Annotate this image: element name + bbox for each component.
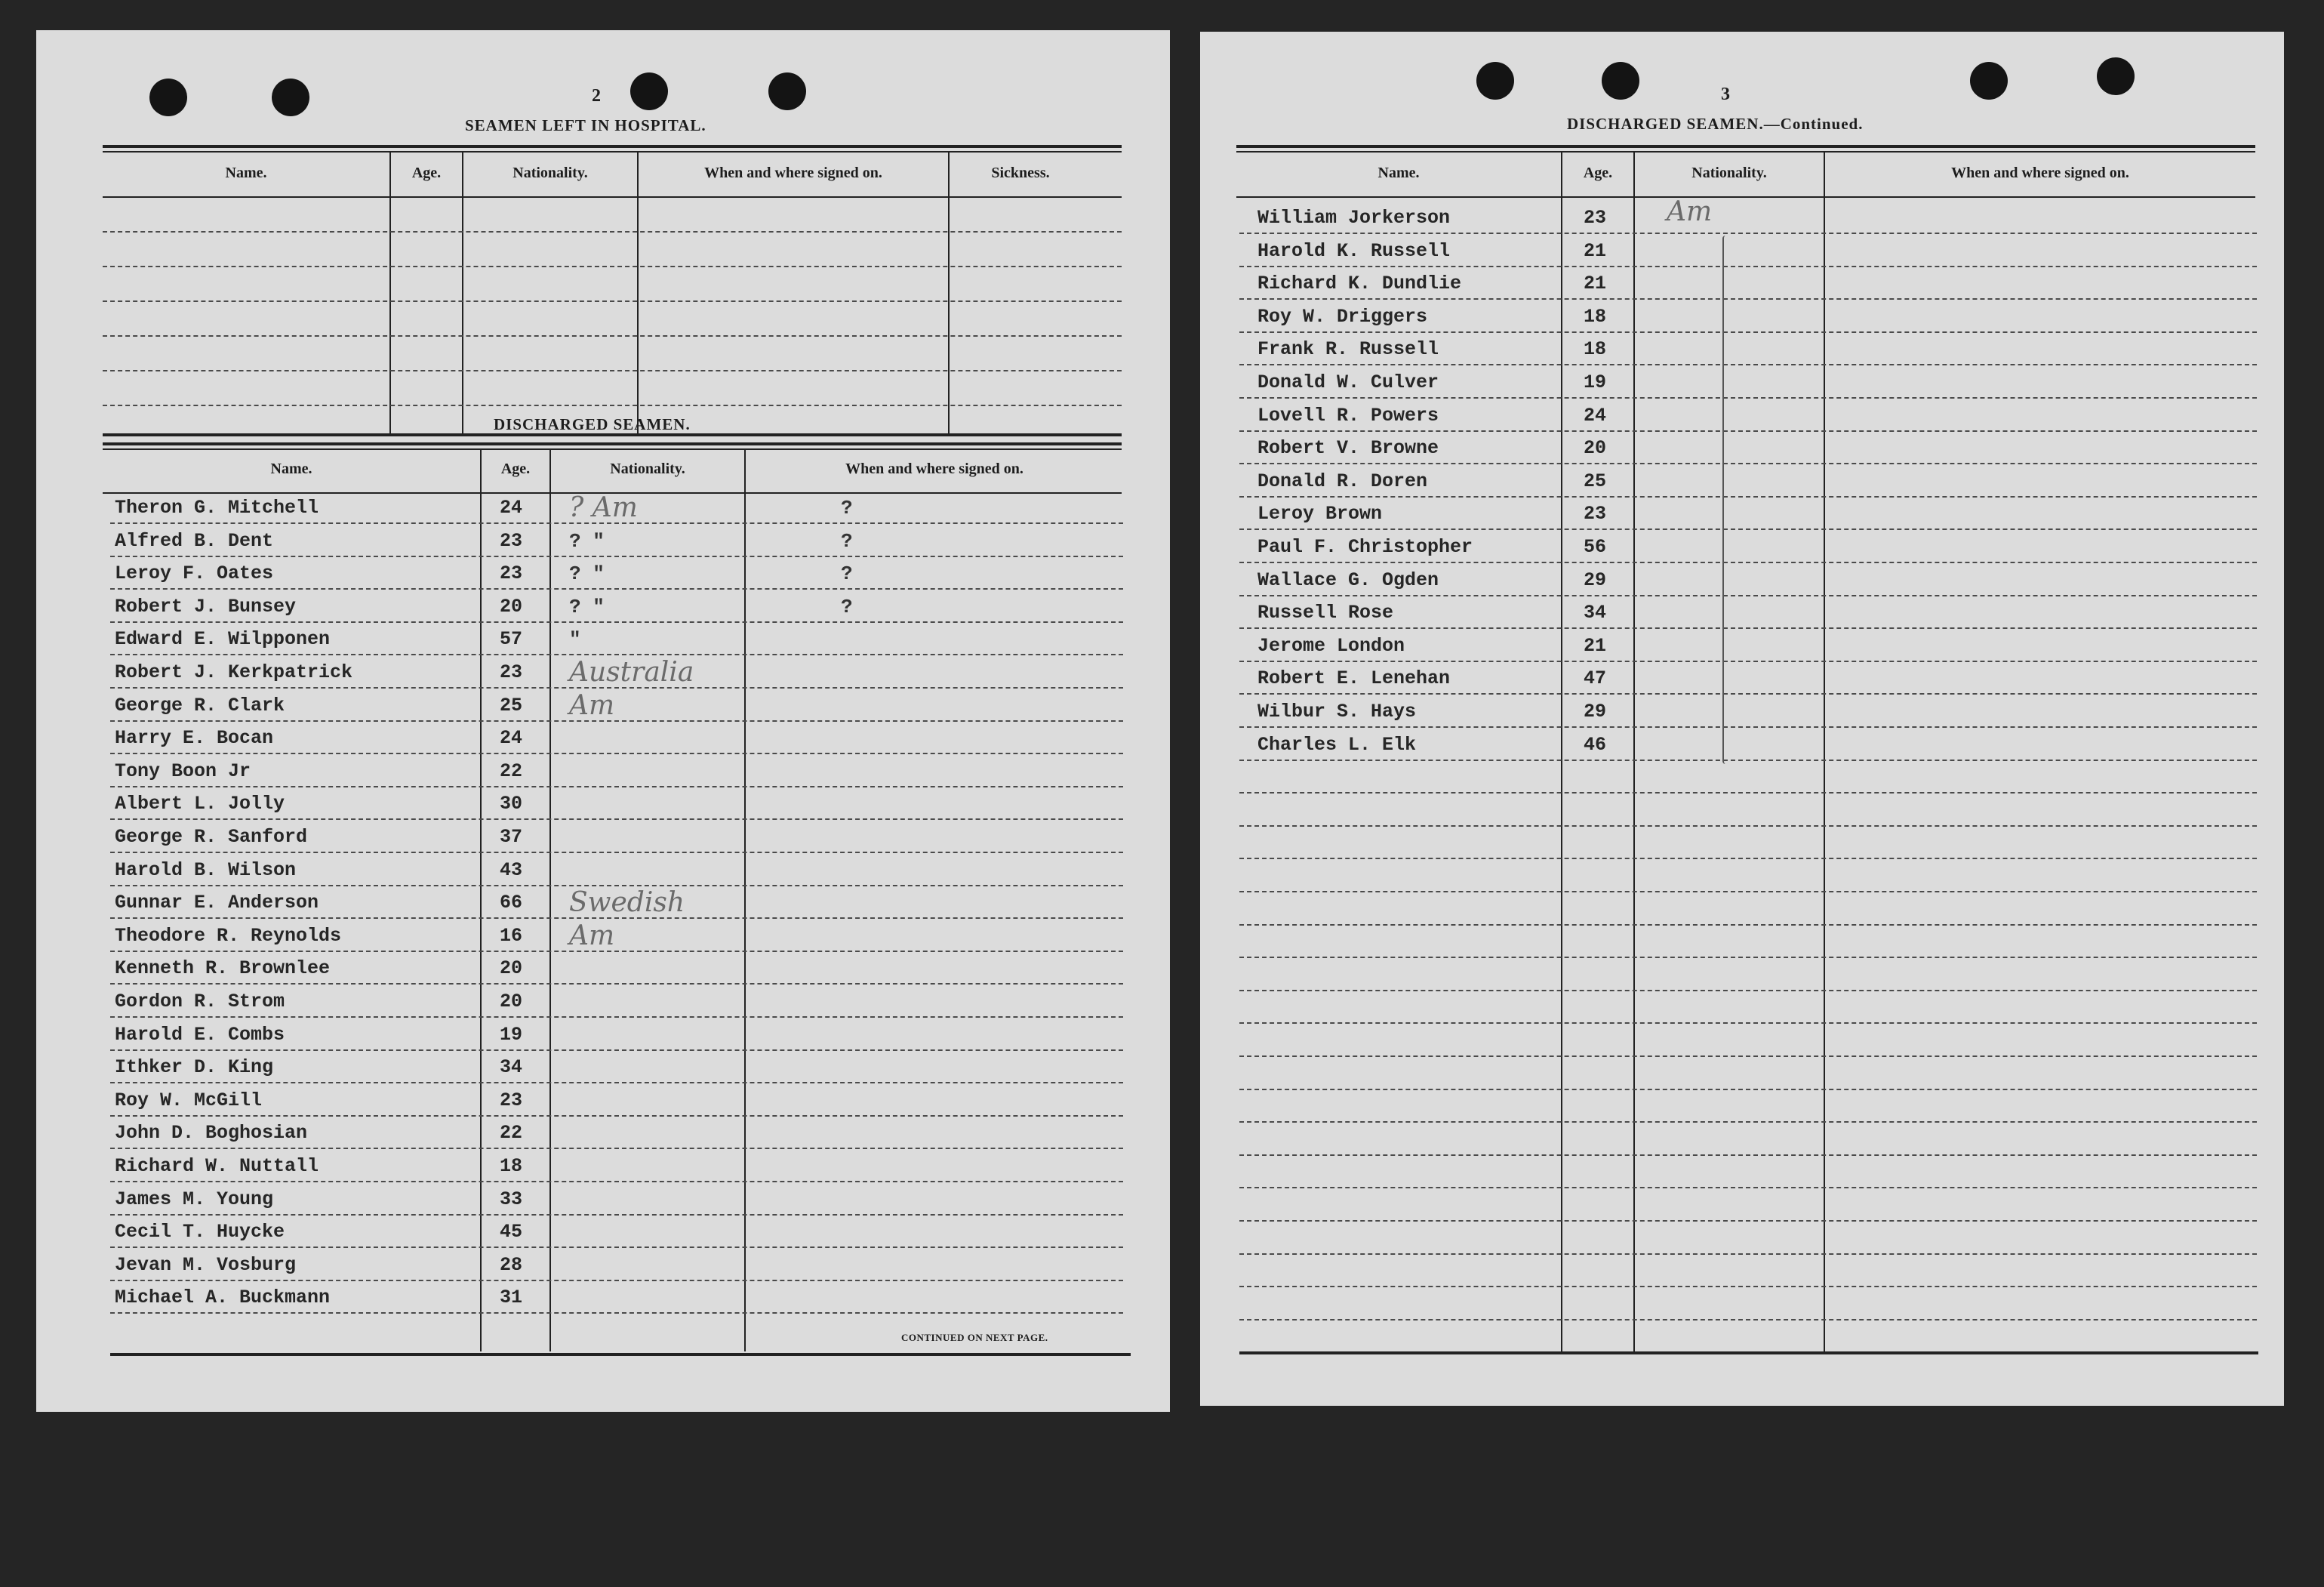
seaman-age: 18 xyxy=(1584,305,1607,328)
seaman-signed-on: ? xyxy=(841,529,853,553)
seaman-age: 18 xyxy=(1584,338,1607,361)
row-rule xyxy=(110,917,1123,919)
seaman-age: 16 xyxy=(500,924,523,947)
seaman-age: 19 xyxy=(500,1023,523,1046)
row-rule xyxy=(110,1181,1123,1182)
row-rule xyxy=(1239,562,2257,563)
row-rule xyxy=(110,1115,1123,1117)
seaman-age: 66 xyxy=(500,892,523,914)
seaman-nationality: " xyxy=(569,628,581,652)
seaman-age: 21 xyxy=(1584,634,1607,657)
row-rule xyxy=(1239,957,2257,958)
seaman-age: 34 xyxy=(1584,602,1607,624)
row-rule xyxy=(1239,331,2257,333)
seaman-age: 21 xyxy=(1584,239,1607,262)
seaman-name: Donald W. Culver xyxy=(1257,371,1439,393)
discharged-section-title: DISCHARGED SEAMEN. xyxy=(494,415,691,433)
right-col-age: Age. xyxy=(1583,165,1613,181)
nationality-handwritten-am: Am xyxy=(1667,196,1713,227)
row-rule xyxy=(1239,1022,2257,1024)
seaman-age: 20 xyxy=(500,957,523,980)
seaman-name: Kenneth R. Brownlee xyxy=(115,957,331,980)
row-rule xyxy=(110,1049,1123,1051)
seaman-name: Harry E. Bocan xyxy=(115,727,274,750)
row-rule xyxy=(110,1082,1123,1083)
seaman-age: 22 xyxy=(500,1122,523,1145)
page-number: 2 xyxy=(592,86,601,106)
row-rule xyxy=(110,1246,1123,1248)
discharged-col-nationality: Nationality. xyxy=(610,461,685,477)
seaman-age: 56 xyxy=(1584,536,1607,558)
row-rule xyxy=(1239,891,2257,892)
page-number: 3 xyxy=(1721,85,1730,104)
seaman-name: Wilbur S. Hays xyxy=(1257,701,1417,723)
seaman-name: Gunnar E. Anderson xyxy=(115,892,319,914)
hospital-col-name: Name. xyxy=(225,165,267,181)
seaman-name: Harold K. Russell xyxy=(1257,239,1451,262)
seaman-name: John D. Boghosian xyxy=(115,1122,308,1145)
row-rule xyxy=(1239,858,2257,859)
row-rule xyxy=(110,687,1123,689)
seaman-name: Robert V. Browne xyxy=(1257,437,1439,460)
seaman-name: Leroy Brown xyxy=(1257,503,1383,525)
seaman-age: 43 xyxy=(500,858,523,881)
row-rule xyxy=(1239,463,2257,464)
row-rule xyxy=(110,522,1123,524)
seaman-age: 23 xyxy=(1584,503,1607,525)
seaman-name: George R. Clark xyxy=(115,694,285,716)
row-rule xyxy=(110,818,1123,820)
row-rule xyxy=(1239,693,2257,695)
seaman-name: Cecil T. Huycke xyxy=(115,1221,285,1243)
row-rule xyxy=(1239,430,2257,432)
seaman-age: 22 xyxy=(500,760,523,782)
seaman-name: Albert L. Jolly xyxy=(115,793,285,815)
row-rule xyxy=(1239,760,2257,761)
seaman-age: 57 xyxy=(500,628,523,651)
right-page xyxy=(1200,32,2284,1406)
seaman-age: 45 xyxy=(500,1221,523,1243)
seaman-name: Roy W. McGill xyxy=(115,1089,263,1111)
seaman-name: Ithker D. King xyxy=(115,1056,274,1079)
punch-hole xyxy=(2097,57,2135,95)
seaman-name: Robert J. Kerkpatrick xyxy=(115,661,353,683)
seaman-name: Robert E. Lenehan xyxy=(1257,667,1451,690)
row-rule xyxy=(110,654,1123,655)
hospital-col-age: Age. xyxy=(411,165,442,181)
seaman-age: 24 xyxy=(500,497,523,519)
seaman-name: Theodore R. Reynolds xyxy=(115,924,342,947)
seaman-nationality: ? " xyxy=(569,562,605,586)
row-rule xyxy=(110,1312,1123,1314)
seaman-name: George R. Sanford xyxy=(115,826,308,848)
seaman-age: 25 xyxy=(500,694,523,716)
seaman-name: Leroy F. Oates xyxy=(115,562,274,585)
row-rule xyxy=(1239,1319,2257,1320)
discharged-col-name: Name. xyxy=(270,461,312,477)
right-section-title: DISCHARGED SEAMEN.—Continued. xyxy=(1567,115,1864,133)
seaman-nationality: ? Am xyxy=(569,492,638,523)
row-rule xyxy=(1239,1187,2257,1188)
row-rule xyxy=(1239,364,2257,365)
row-rule xyxy=(1239,792,2257,794)
right-col-signed-on: When and where signed on. xyxy=(1951,165,2129,181)
punch-hole xyxy=(1476,62,1514,100)
row-rule xyxy=(1239,528,2257,530)
seaman-age: 23 xyxy=(500,661,523,683)
seaman-age: 23 xyxy=(500,529,523,552)
row-rule xyxy=(1239,661,2257,662)
seaman-age: 25 xyxy=(1584,470,1607,492)
seaman-name: Richard W. Nuttall xyxy=(115,1155,319,1177)
row-rule xyxy=(110,786,1123,787)
row-rule xyxy=(1239,726,2257,728)
seaman-age: 28 xyxy=(500,1253,523,1276)
seaman-signed-on: ? xyxy=(841,595,853,618)
row-rule xyxy=(110,753,1123,754)
row-rule xyxy=(1239,924,2257,926)
row-rule xyxy=(110,1016,1123,1018)
punch-hole xyxy=(768,72,806,110)
seaman-name: Tony Boon Jr xyxy=(115,760,251,782)
seaman-name: Michael A. Buckmann xyxy=(115,1287,331,1309)
seaman-nationality: Australia xyxy=(569,657,694,688)
row-rule xyxy=(1239,1055,2257,1057)
seaman-age: 20 xyxy=(1584,437,1607,460)
seaman-age: 30 xyxy=(500,793,523,815)
seaman-age: 29 xyxy=(1584,569,1607,591)
row-rule xyxy=(1239,990,2257,991)
seaman-name: Jevan M. Vosburg xyxy=(115,1253,297,1276)
row-rule xyxy=(110,1148,1123,1149)
seaman-name: Wallace G. Ogden xyxy=(1257,569,1439,591)
row-rule xyxy=(1239,233,2257,234)
seaman-age: 18 xyxy=(500,1155,523,1177)
seaman-signed-on: ? xyxy=(841,562,853,586)
seaman-name: Robert J. Bunsey xyxy=(115,595,297,618)
seaman-nationality: Swedish xyxy=(569,887,685,919)
right-col-nationality: Nationality. xyxy=(1691,165,1767,181)
seaman-nationality: Am xyxy=(569,920,615,951)
seaman-age: 24 xyxy=(500,727,523,750)
row-rule xyxy=(110,621,1123,623)
row-rule xyxy=(1239,1089,2257,1090)
hospital-col-sickness: Sickness. xyxy=(991,165,1050,181)
ditto-bracket xyxy=(1722,236,1731,764)
row-rule xyxy=(1239,595,2257,596)
row-rule xyxy=(110,951,1123,952)
row-rule xyxy=(1239,496,2257,498)
seaman-name: Donald R. Doren xyxy=(1257,470,1428,492)
row-rule xyxy=(1239,1121,2257,1123)
row-rule xyxy=(1239,1253,2257,1255)
left-page xyxy=(36,30,1170,1412)
hospital-col-signed-on: When and where signed on. xyxy=(704,165,882,181)
discharged-col-age: Age. xyxy=(500,461,531,477)
seaman-age: 20 xyxy=(500,991,523,1012)
row-rule xyxy=(110,983,1123,985)
row-rule xyxy=(110,556,1123,557)
seaman-name: Russell Rose xyxy=(1257,602,1394,624)
seaman-age: 46 xyxy=(1584,733,1607,756)
seaman-age: 23 xyxy=(1584,207,1607,229)
seaman-nationality: ? " xyxy=(569,595,605,618)
seaman-nationality: Am xyxy=(569,689,615,721)
seaman-name: Harold B. Wilson xyxy=(115,858,297,881)
seaman-name: Charles L. Elk xyxy=(1257,733,1417,756)
seaman-age: 47 xyxy=(1584,667,1607,690)
row-rule xyxy=(110,885,1123,886)
seaman-name: Harold E. Combs xyxy=(115,1023,285,1046)
seaman-age: 19 xyxy=(1584,371,1607,393)
seaman-name: Edward E. Wilpponen xyxy=(115,628,331,651)
row-rule xyxy=(1239,397,2257,399)
seaman-name: Gordon R. Strom xyxy=(115,991,285,1012)
seaman-name: Richard K. Dundlie xyxy=(1257,273,1462,295)
seaman-name: Alfred B. Dent xyxy=(115,529,274,552)
seaman-age: 24 xyxy=(1584,404,1607,427)
row-rule xyxy=(1239,266,2257,267)
row-rule xyxy=(1239,1154,2257,1156)
row-rule xyxy=(110,588,1123,590)
row-rule xyxy=(1239,627,2257,629)
seaman-name: Paul F. Christopher xyxy=(1257,536,1473,558)
seaman-age: 21 xyxy=(1584,273,1607,295)
row-rule xyxy=(110,1280,1123,1281)
punch-hole xyxy=(1970,62,2008,100)
continued-note: CONTINUED ON NEXT PAGE. xyxy=(901,1332,1048,1343)
row-rule xyxy=(1239,1220,2257,1222)
seaman-name: Theron G. Mitchell xyxy=(115,497,319,519)
right-col-name: Name. xyxy=(1377,165,1420,181)
seaman-age: 20 xyxy=(500,595,523,618)
seaman-age: 33 xyxy=(500,1188,523,1210)
seaman-name: William Jorkerson xyxy=(1257,207,1451,229)
row-rule xyxy=(110,720,1123,722)
seaman-age: 34 xyxy=(500,1056,523,1079)
punch-hole xyxy=(149,79,187,116)
hospital-section-title: SEAMEN LEFT IN HOSPITAL. xyxy=(465,116,706,134)
hospital-col-nationality: Nationality. xyxy=(513,165,588,181)
seaman-age: 37 xyxy=(500,826,523,848)
row-rule xyxy=(110,852,1123,853)
seaman-name: Roy W. Driggers xyxy=(1257,305,1428,328)
punch-hole xyxy=(1602,62,1639,100)
seaman-name: Frank R. Russell xyxy=(1257,338,1439,361)
seaman-age: 29 xyxy=(1584,701,1607,723)
seaman-age: 23 xyxy=(500,562,523,585)
row-rule xyxy=(1239,1286,2257,1287)
row-rule xyxy=(110,1214,1123,1216)
seaman-age: 23 xyxy=(500,1089,523,1111)
seaman-age: 31 xyxy=(500,1287,523,1309)
seaman-nationality: ? " xyxy=(569,529,605,553)
seaman-name: Lovell R. Powers xyxy=(1257,404,1439,427)
discharged-col-signed-on: When and where signed on. xyxy=(845,461,1023,477)
seaman-signed-on: ? xyxy=(841,497,853,519)
seaman-name: Jerome London xyxy=(1257,634,1405,657)
row-rule xyxy=(1239,298,2257,300)
seaman-name: James M. Young xyxy=(115,1188,274,1210)
row-rule xyxy=(1239,825,2257,827)
punch-hole xyxy=(630,72,668,110)
punch-hole xyxy=(272,79,309,116)
